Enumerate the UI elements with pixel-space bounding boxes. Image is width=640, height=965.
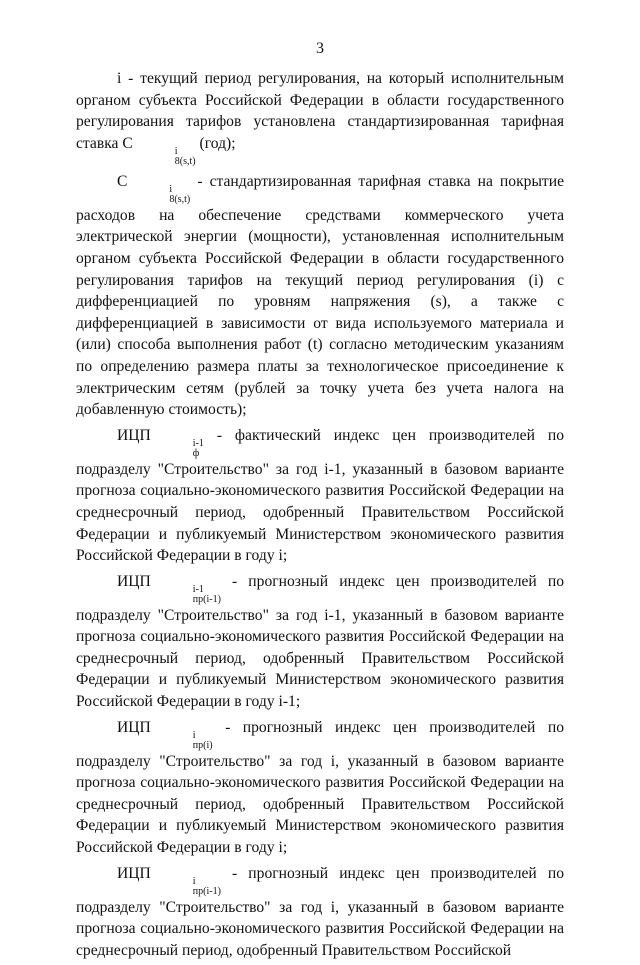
page-number: 3	[316, 40, 324, 57]
symbol-superscript: i	[192, 729, 196, 741]
formula-symbol	[117, 864, 221, 897]
symbol-superscript: i	[192, 875, 196, 887]
paragraph-text: - прогнозный индекс цен производителей по подразделу "Строительство" за год i, указанный в базовом варианте прогноза социально-экономического развития Российской Федерации на среднесрочный период, одобренный Правительством Российской	[76, 864, 564, 959]
paragraph-2	[76, 171, 564, 421]
paragraph-text: - стандартизированная тарифная ставка на покрытие расходов на обеспечение средствами коммерческого учета электрической энергии (мощности), установленная исполнительным органом субъекта Российской Федерации в области государственного регулирования тарифов на текущий период регулирования (i) с дифференциацией по уровням напряжения (s), а также с дифференциацией в зависимости от вида используемого материала и (или) способа выполнения работ (t) согласно методическим указаниям по определению размера платы за технологическое присоединение к электрическим сетям (рублей за точку учета без учета налога на добавленную стоимость);	[76, 172, 564, 419]
paragraph-text: - фактический индекс цен производителей по подразделу "Строительство" за год i-1, указанный в базовом варианте прогноза социально-экономического развития Российской Федерации на среднесрочный период, одобренный Правительством Российской Федерации и публикуемый Министерством экономического развития Российской Федерации в году i;	[76, 426, 564, 565]
symbol-superscript: i-1	[192, 437, 204, 449]
symbol-superscript: i-1	[192, 583, 204, 595]
symbol-subscript: пр(i-1)	[192, 885, 221, 897]
formula-symbol	[122, 134, 196, 167]
paragraph-3	[76, 425, 564, 567]
formula-symbol	[117, 572, 221, 605]
paragraph-4	[76, 571, 564, 713]
symbol-subscript: пр(i)	[192, 739, 213, 751]
symbol-superscript: i	[174, 145, 178, 157]
symbol-superscript: i	[169, 183, 173, 195]
symbol-base: ИЦП	[117, 718, 151, 736]
symbol-base: ИЦП	[117, 426, 151, 444]
paragraph-6	[76, 863, 564, 962]
symbol-base: C	[122, 134, 133, 152]
document-body	[76, 68, 564, 965]
symbol-base: C	[117, 172, 128, 190]
symbol-subscript: 8(s,t)	[174, 155, 196, 167]
formula-symbol	[117, 426, 204, 459]
symbol-subscript: пр(i-1)	[192, 593, 221, 605]
symbol-base: ИЦП	[117, 864, 151, 882]
formula-symbol	[117, 172, 191, 205]
paragraph-5	[76, 717, 564, 859]
symbol-subscript: 8(s,t)	[169, 193, 191, 205]
symbol-base: ИЦП	[117, 572, 151, 590]
symbol-subscript: ф	[192, 447, 200, 459]
paragraph-tail: (год);	[195, 134, 236, 152]
paragraph-text: i - текущий период регулирования, на который исполнительным органом субъекта Российской Федерации в области государственного регулирования тарифов установлена стандартизированная тарифная ставка	[76, 70, 564, 152]
paragraph-text: - прогнозный индекс цен производителей по подразделу "Строительство" за год i-1, указанный в базовом варианте прогноза социально-экономического развития Российской Федерации на среднесрочный период, одобренный Правительством Российской Федерации и публикуемый Министерством экономического развития Российской Федерации в году i-1;	[76, 572, 564, 711]
formula-symbol	[117, 718, 213, 751]
paragraph-1	[76, 68, 564, 167]
paragraph-text: - прогнозный индекс цен производителей по подразделу "Строительство" за год i, указанный в базовом варианте прогноза социально-экономического развития Российской Федерации на среднесрочный период, одобренный Правительством Российской Федерации и публикуемый Министерством экономического развития Российской Федерации в году i;	[76, 718, 564, 857]
